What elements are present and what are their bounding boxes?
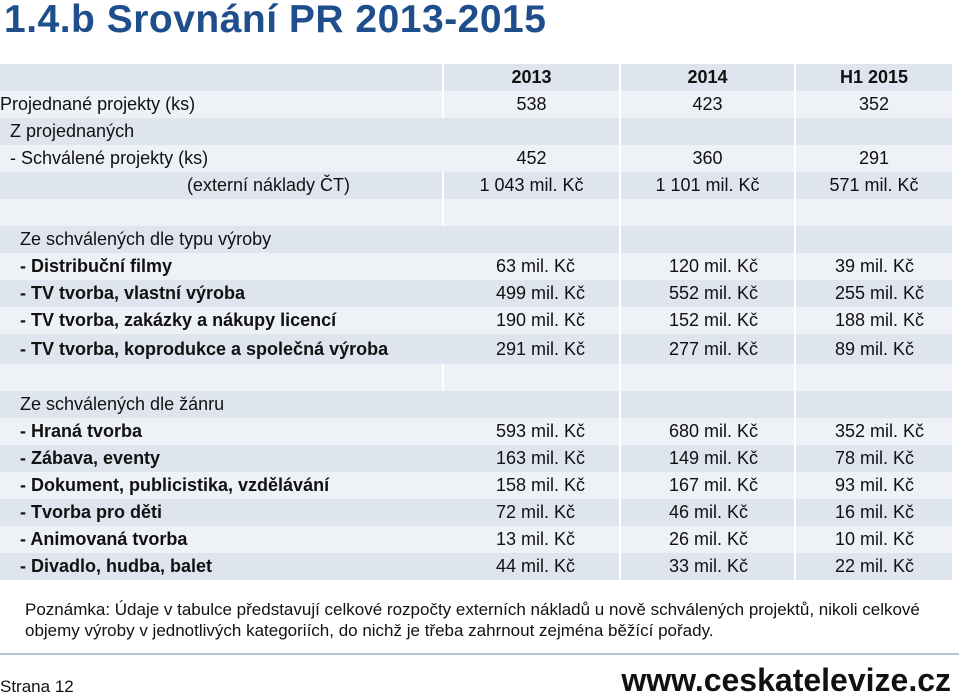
- value-2015: [796, 118, 952, 145]
- value-2014: 46 mil. Kč: [621, 499, 794, 526]
- value-2015: 255 mil. Kč: [796, 280, 952, 307]
- website-link[interactable]: www.ceskatelevize.cz: [621, 662, 951, 698]
- value-2013: 593 mil. Kč: [444, 418, 619, 445]
- value-2014: 680 mil. Kč: [621, 418, 794, 445]
- table-row: [0, 526, 952, 553]
- row-label: - TV tvorba, koprodukce a společná výroba: [0, 334, 462, 364]
- value-2015: 571 mil. Kč: [796, 172, 952, 199]
- table-row: [0, 172, 952, 199]
- value-2015: 39 mil. Kč: [796, 253, 952, 280]
- row-label: - Animovaná tvorba: [0, 526, 462, 553]
- header-2013: 2013: [444, 64, 619, 91]
- value-2013: 452: [444, 145, 619, 172]
- spacer-cell: [621, 364, 794, 391]
- spacer-cell: [796, 391, 952, 418]
- value-2015: 188 mil. Kč: [796, 307, 952, 334]
- value-2014: 120 mil. Kč: [621, 253, 794, 280]
- row-label: - Dokument, publicistika, vzdělávání: [0, 472, 462, 499]
- page-title: 1.4.b Srovnání PR 2013-2015: [4, 0, 547, 41]
- value-2014: 26 mil. Kč: [621, 526, 794, 553]
- value-2014: 360: [621, 145, 794, 172]
- value-2013: 163 mil. Kč: [444, 445, 619, 472]
- value-2013: 190 mil. Kč: [444, 307, 619, 334]
- value-2014: [621, 118, 794, 145]
- spacer-cell: [0, 199, 442, 226]
- row-label: Z projednaných: [0, 118, 452, 145]
- comparison-table: [0, 64, 952, 580]
- row-label: - Distribuční filmy: [0, 253, 462, 280]
- value-2015: 22 mil. Kč: [796, 553, 952, 580]
- table-row: [0, 553, 952, 580]
- value-2013: 13 mil. Kč: [444, 526, 619, 553]
- spacer-cell: [444, 364, 619, 391]
- table-row: [0, 91, 952, 118]
- footnote: Poznámka: Údaje v tabulce představují celkové rozpočty externích nákladů u nově schválených projektů, nikoli celkové objemy výroby v jednotlivých kategoriích, do nichž je třeba zahrnout zejména běžící pořady.: [25, 600, 920, 640]
- value-2013: 72 mil. Kč: [444, 499, 619, 526]
- table-row: [0, 334, 952, 364]
- value-2013: 44 mil. Kč: [444, 553, 619, 580]
- spacer-cell: [444, 199, 619, 226]
- value-2015: 16 mil. Kč: [796, 499, 952, 526]
- spacer-cell: [444, 226, 619, 253]
- row-label: (externí náklady ČT): [0, 172, 442, 199]
- table-row: [0, 445, 952, 472]
- spacer-cell: [621, 199, 794, 226]
- row-label: - Schválené projekty (ks): [0, 145, 452, 172]
- spacer-row: [0, 364, 952, 391]
- spacer-cell: [621, 391, 794, 418]
- spacer-cell: [0, 364, 442, 391]
- value-2014: 552 mil. Kč: [621, 280, 794, 307]
- value-2013: 63 mil. Kč: [444, 253, 619, 280]
- row-label: - Divadlo, hudba, balet: [0, 553, 462, 580]
- header-2014: 2014: [621, 64, 794, 91]
- table-row: [0, 118, 952, 145]
- page-number-value: 12: [54, 677, 74, 696]
- table-row: [0, 418, 952, 445]
- header-label: [0, 64, 442, 91]
- value-2013: 158 mil. Kč: [444, 472, 619, 499]
- table-row: [0, 280, 952, 307]
- value-2015: 352: [796, 91, 952, 118]
- table-row: [0, 499, 952, 526]
- row-label: - TV tvorba, vlastní výroba: [0, 280, 462, 307]
- page-number: [0, 677, 74, 697]
- value-2015: 93 mil. Kč: [796, 472, 952, 499]
- table-header-row: [0, 64, 952, 91]
- header-h1-2015: H1 2015: [796, 64, 952, 91]
- value-2015: 352 mil. Kč: [796, 418, 952, 445]
- value-2015: 291: [796, 145, 952, 172]
- spacer-cell: [796, 226, 952, 253]
- section-heading-row: [0, 226, 952, 253]
- row-label: - Tvorba pro děti: [0, 499, 462, 526]
- table-row: [0, 307, 952, 334]
- value-2013: 291 mil. Kč: [444, 334, 619, 364]
- table-row: [0, 145, 952, 172]
- spacer-cell: [621, 226, 794, 253]
- value-2014: 277 mil. Kč: [621, 334, 794, 364]
- table-row: [0, 472, 952, 499]
- value-2013: [444, 118, 619, 145]
- value-2014: 423: [621, 91, 794, 118]
- value-2014: 149 mil. Kč: [621, 445, 794, 472]
- value-2015: 78 mil. Kč: [796, 445, 952, 472]
- footer-divider: [0, 653, 959, 655]
- section-heading: Ze schválených dle žánru: [0, 391, 462, 418]
- value-2014: 1 101 mil. Kč: [621, 172, 794, 199]
- spacer-cell: [796, 364, 952, 391]
- row-label: Projednané projekty (ks): [0, 91, 442, 118]
- value-2013: 1 043 mil. Kč: [444, 172, 619, 199]
- value-2013: 538: [444, 91, 619, 118]
- section-heading: Ze schválených dle typu výroby: [0, 226, 462, 253]
- value-2014: 33 mil. Kč: [621, 553, 794, 580]
- value-2014: 152 mil. Kč: [621, 307, 794, 334]
- value-2013: 499 mil. Kč: [444, 280, 619, 307]
- spacer-row: [0, 199, 952, 226]
- row-label: - TV tvorba, zakázky a nákupy licencí: [0, 307, 462, 334]
- value-2015: 89 mil. Kč: [796, 334, 952, 364]
- table-row: [0, 253, 952, 280]
- row-label: - Hraná tvorba: [0, 418, 462, 445]
- value-2015: 10 mil. Kč: [796, 526, 952, 553]
- value-2014: 167 mil. Kč: [621, 472, 794, 499]
- spacer-cell: [796, 199, 952, 226]
- section-heading-row: [0, 391, 952, 418]
- row-label: - Zábava, eventy: [0, 445, 462, 472]
- page-label: Strana: [0, 677, 51, 696]
- spacer-cell: [444, 391, 619, 418]
